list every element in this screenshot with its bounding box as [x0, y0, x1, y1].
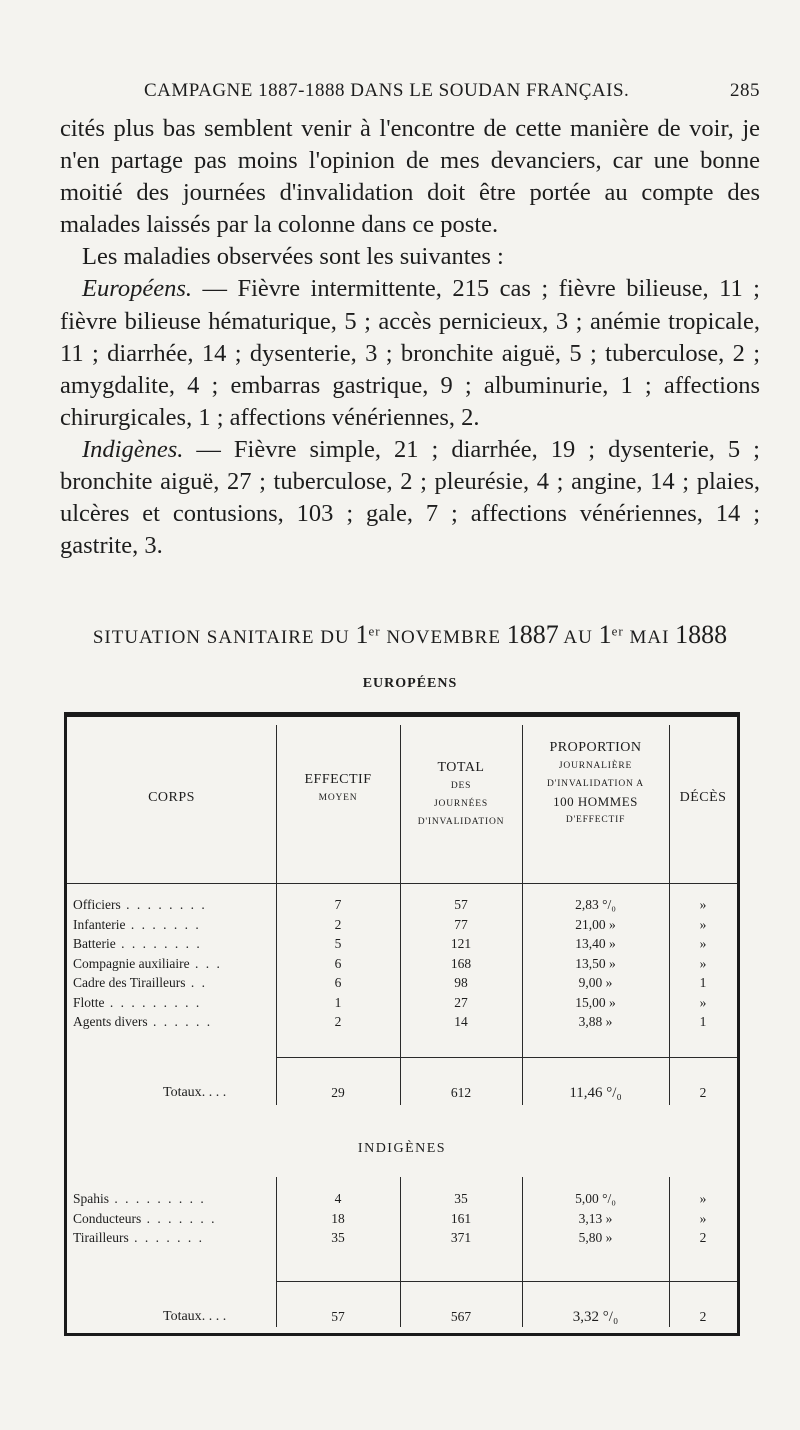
paragraph-indigenes: [60, 434, 760, 562]
paragraph-2: Les maladies observées sont les suivantes :: [82, 243, 504, 271]
leader-dots: . . . . . .: [147, 1014, 213, 1029]
leader-dots: . . . . . . .: [128, 1230, 205, 1245]
title-part: AU: [558, 627, 599, 648]
leader-dots: . . . . . . . . .: [104, 994, 202, 1010]
row-label-text: Batterie: [73, 936, 116, 951]
table-cell-effectif: 4: [334, 1191, 342, 1206]
title-day-2: 1: [598, 620, 612, 649]
header-deces-label: DÉCÈS: [679, 790, 727, 805]
table-row-label: [73, 897, 207, 913]
indigenes-totals-label: [163, 1309, 226, 1325]
europeans-total-deces: 2: [699, 1085, 707, 1100]
table-cell-total: 161: [450, 1210, 472, 1226]
title-year-1: 1887: [506, 620, 559, 649]
table-cell-effectif: 1: [334, 994, 342, 1010]
table-cell-deces: 1: [699, 975, 707, 990]
leader-dots: . .: [185, 975, 207, 990]
header-prop-l1: PROPORTION: [549, 740, 642, 755]
title-sup-1: er: [368, 623, 381, 639]
table-cell-effectif: 35: [331, 1230, 345, 1245]
table-cell-deces: »: [699, 1191, 707, 1206]
table-cell-effectif: 6: [334, 975, 342, 990]
header-corps: [67, 789, 276, 807]
header-prop-l5: D'EFFECTIF: [565, 815, 626, 825]
table-row-label: [73, 1014, 212, 1030]
table-cell-proportion: 13,40 »: [575, 936, 616, 951]
header-prop-l3: D'INVALIDATION A: [547, 779, 644, 789]
leader-dots: . . . . . . . .: [120, 897, 207, 912]
totals-rule: [276, 1281, 737, 1282]
table-row-label: [73, 956, 222, 972]
table-cell-total: 35: [454, 1191, 468, 1206]
table-cell-effectif: 7: [334, 897, 342, 912]
europeans-total-journees: 612: [450, 1085, 472, 1100]
leader-dots: . . . . . . . . .: [109, 1191, 206, 1206]
row-label-text: Flotte: [73, 994, 105, 1010]
paragraph-1: cités plus bas semblent venir à l'encontre de cette manière de voir, je n'en partage pas moins l'opinion de mes devanciers, car une bonne moitié des journées d'invalidation doit être portée au compte des malades laissés par la colonne dans ce poste.: [60, 115, 760, 239]
table-cell-effectif: 2: [334, 916, 342, 932]
table-cell-deces: 1: [699, 1014, 707, 1029]
row-label-text: Compagnie auxiliaire: [73, 955, 190, 971]
table-cell-deces: »: [699, 955, 707, 971]
table-row-label: [73, 975, 207, 991]
title-part: NOVEMBRE: [380, 627, 507, 648]
table-cell-total: 121: [450, 936, 472, 951]
header-corps-label: CORPS: [148, 790, 195, 805]
indigenes-text: — Fièvre simple, 21 ; diarrhée, 19 ; dysenterie, 5 ; bronchite aiguë, 27 ; tuberculose, 2 ; pleurésie, 4 ; angine, 14 ; plaies, ulcères et contusions, 103 ; gale, 7 ; affections vénériennes, 14 ; gastrite, 3.: [60, 435, 760, 560]
title-part: SITUATION SANITAIRE DU: [92, 627, 356, 648]
table-cell-proportion: 15,00 »: [575, 994, 616, 1010]
leader-dots: . . . . . . . .: [115, 936, 202, 951]
table-row-label: [73, 1211, 217, 1227]
indigenes-total-effectif: 57: [331, 1309, 345, 1324]
table-cell-total: 168: [450, 955, 472, 971]
title-part: MAI: [623, 627, 676, 648]
indigenes-total-proportion: 3,32 °/₀: [572, 1309, 619, 1325]
table-cell-proportion: 5,80 »: [578, 1230, 613, 1245]
row-label-text: Tirailleurs: [73, 1230, 129, 1245]
header-prop-l2: JOURNALIÈRE: [558, 761, 633, 771]
table-cell-proportion: 3,13 »: [578, 1210, 613, 1226]
table-cell-total: 77: [454, 916, 468, 932]
header-rule: [67, 883, 737, 884]
table-cell-total: 57: [454, 897, 468, 912]
header-total-l3: JOURNÉES: [434, 799, 488, 809]
row-label-text: Officiers: [73, 897, 121, 912]
leader-dots: . . . . . . .: [141, 1210, 217, 1226]
indigenes-total-journees: 567: [450, 1309, 472, 1324]
totals-rule: [276, 1057, 737, 1058]
europeans-totals-label: [163, 1085, 226, 1101]
header-total: [400, 759, 522, 831]
leader-dots: . . .: [189, 955, 222, 971]
title-year-2: 1888: [675, 620, 728, 649]
table-row-label: [73, 1230, 204, 1246]
table-cell-proportion: 3,88 »: [578, 1014, 613, 1029]
table-cell-effectif: 2: [334, 1014, 342, 1029]
table-cell-total: 27: [454, 994, 468, 1010]
table-cell-deces: »: [699, 916, 707, 932]
header-proportion: [522, 739, 669, 829]
table-cell-deces: »: [699, 994, 707, 1010]
row-label-text: Spahis: [73, 1191, 110, 1206]
table-row-label: [73, 1191, 206, 1207]
europeans-total-effectif: 29: [331, 1085, 345, 1100]
table-row-label: [73, 917, 201, 933]
totals-text: Totaux: [163, 1085, 202, 1100]
title-day-1: 1: [355, 620, 369, 649]
europeans-heading: EUROPÉENS: [362, 676, 458, 691]
table-cell-total: 98: [454, 975, 468, 990]
row-label-text: Infanterie: [73, 916, 126, 932]
row-label-text: Cadre des Tirailleurs: [73, 975, 186, 990]
table-cell-effectif: 5: [334, 936, 342, 951]
table-cell-effectif: 6: [334, 955, 342, 971]
header-title: CAMPAGNE 1887-1888 DANS LE SOUDAN FRANÇAIS.: [144, 80, 630, 101]
title-sup-2: er: [611, 623, 624, 639]
table-title: [60, 620, 760, 650]
body-text: [60, 113, 760, 562]
page-number: 285: [730, 80, 760, 101]
table-row-label: [73, 936, 202, 952]
header-total-l1: TOTAL: [437, 760, 485, 775]
header-effectif-sub: MOYEN: [318, 793, 358, 803]
europeans-total-proportion: 11,46 °/₀: [569, 1085, 622, 1101]
paragraph-europeans: [60, 273, 760, 433]
table-cell-proportion: 9,00 »: [578, 975, 613, 990]
header-total-l4: D'INVALIDATION: [417, 817, 505, 827]
table-cell-deces: 2: [699, 1230, 707, 1245]
totals-dots: . . . .: [201, 1309, 227, 1324]
table-cell-proportion: 21,00 »: [575, 916, 616, 932]
table-cell-deces: »: [699, 897, 707, 912]
table-cell-proportion: 13,50 »: [575, 955, 616, 971]
leader-dots: . . . . . . .: [125, 916, 201, 932]
table-row-label: [73, 995, 201, 1011]
table-cell-total: 14: [454, 1014, 468, 1029]
totals-dots: . . . .: [201, 1085, 227, 1100]
col-rule: [669, 725, 670, 1105]
europeans-text: — Fièvre intermittente, 215 cas ; fièvre bilieuse, 11 ; fièvre bilieuse hématurique, 5 ; accès pernicieux, 3 ; anémie tropicale, 11 ; diarrhée, 14 ; dysenterie, 3 ; bronchite aiguë, 5 ; tuberculose, 2 ; amygdalite, 4 ; embarras gastrique, 9 ; albuminurie, 1 ; affections chirurgicales, 1 ; affections vénériennes, 2.: [60, 275, 760, 431]
table-cell-deces: »: [699, 1210, 707, 1226]
header-deces: [669, 789, 737, 807]
header-effectif: [276, 771, 400, 807]
indigenes-label: Indigènes.: [82, 435, 184, 463]
indigenes-total-deces: 2: [699, 1309, 707, 1324]
europeans-label: Européens.: [82, 275, 192, 303]
header-total-l2: DES: [450, 781, 472, 791]
sanitary-table: [64, 712, 740, 1336]
table-cell-proportion: 2,83 °/₀: [575, 897, 616, 912]
header-prop-l4: 100 HOMMES: [553, 794, 638, 809]
totals-text: Totaux: [163, 1309, 202, 1324]
indigenes-heading: INDIGÈNES: [357, 1141, 447, 1156]
table-cell-proportion: 5,00 °/₀: [575, 1191, 616, 1206]
table-cell-total: 371: [450, 1230, 472, 1245]
table-cell-deces: »: [699, 936, 707, 951]
row-label-text: Conducteurs: [73, 1210, 142, 1226]
table-cell-effectif: 18: [331, 1210, 345, 1226]
header-effectif-label: EFFECTIF: [304, 772, 372, 787]
row-label-text: Agents divers: [73, 1014, 148, 1029]
